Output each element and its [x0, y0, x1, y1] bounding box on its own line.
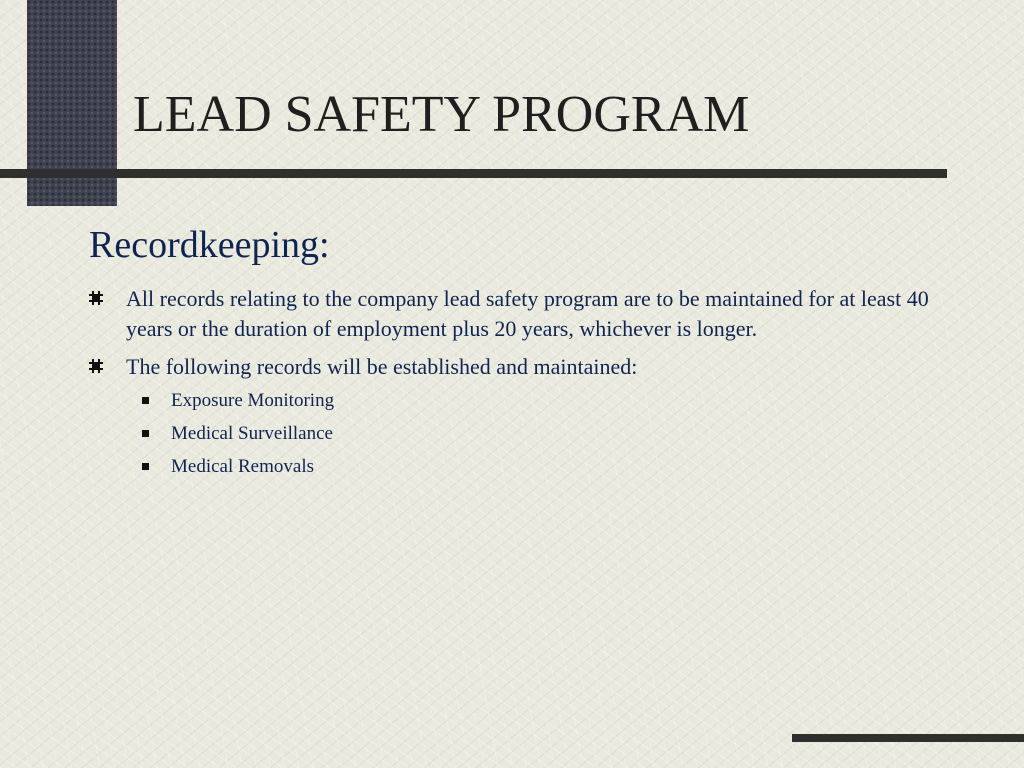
bullet-item — [89, 352, 949, 483]
sub-bullet-item — [126, 450, 949, 483]
square-bullet-icon — [142, 397, 149, 404]
sub-bullet-list — [126, 384, 949, 483]
bullet-text: All records relating to the company lead safety program are to be maintained for at least 40 years or the duration of employment plus 20 years, whichever is longer. — [126, 286, 929, 341]
sub-bullet-text: Medical Surveillance — [171, 423, 333, 444]
slide-title: LEAD SAFETY PROGRAM — [133, 86, 750, 143]
section-heading: Recordkeeping: — [89, 224, 330, 266]
bullet-list — [89, 284, 949, 491]
sub-bullet-text: Exposure Monitoring — [171, 390, 335, 411]
bullet-text: The following records will be established and maintained: — [126, 354, 638, 379]
bullet-item — [89, 284, 949, 344]
sub-bullet-text: Medical Removals — [171, 456, 314, 477]
title-divider-rule — [0, 169, 947, 178]
sub-bullet-item — [126, 417, 949, 450]
sub-bullet-item — [126, 384, 949, 417]
square-bullet-icon — [142, 463, 149, 470]
bullet-icon — [89, 359, 103, 373]
bullet-icon — [89, 291, 103, 305]
square-bullet-icon — [142, 430, 149, 437]
footer-divider-rule — [792, 734, 1024, 742]
